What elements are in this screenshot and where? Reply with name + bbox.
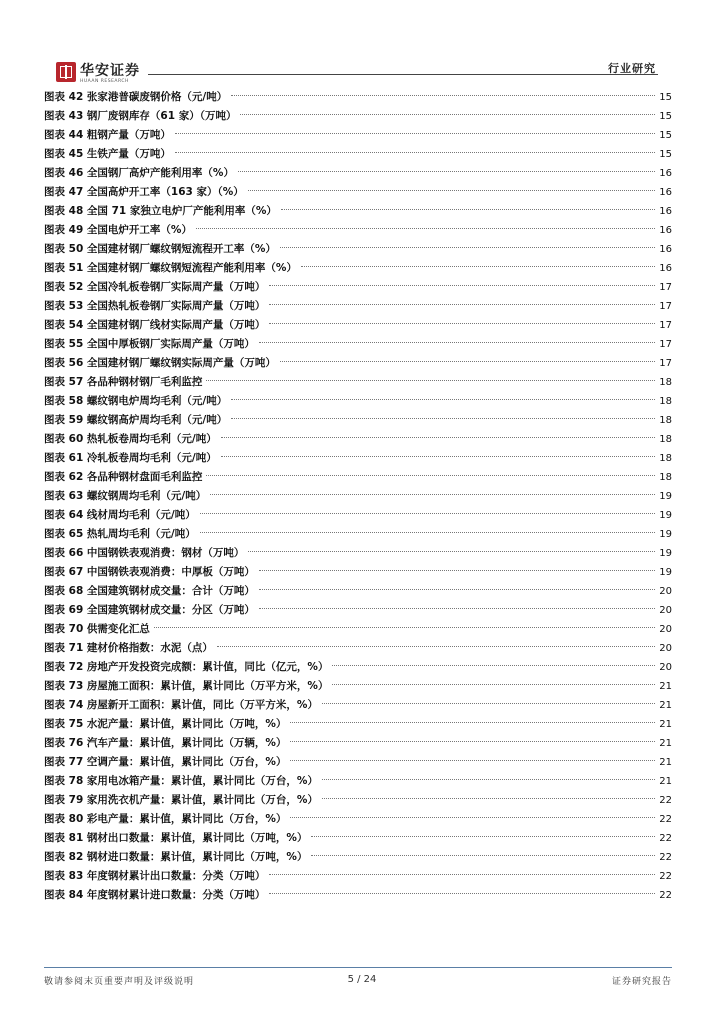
- toc-entry-page: 17: [659, 320, 672, 331]
- toc-entry-page: 16: [659, 225, 672, 236]
- toc-entry-title: 图表 42 张家港普碳废钢价格（元/吨）: [44, 91, 228, 103]
- toc-dot-leader: [332, 665, 655, 666]
- toc-entry[interactable]: [44, 544, 672, 563]
- toc-entry-page: 15: [659, 111, 672, 122]
- toc-entry-title: 图表 59 螺纹钢高炉周均毛利（元/吨）: [44, 414, 228, 426]
- toc-entry-page: 16: [659, 206, 672, 217]
- toc-entry-title: 图表 75 水泥产量：累计值，累计同比（万吨，%）: [44, 718, 287, 730]
- toc-entry-page: 21: [659, 738, 672, 749]
- toc-entry-title: 图表 47 全国高炉开工率（163 家）（%）: [44, 186, 244, 198]
- toc-entry[interactable]: [44, 810, 672, 829]
- toc-entry-title: 图表 84 年度钢材累计进口数量：分类（万吨）: [44, 889, 266, 901]
- toc-dot-leader: [259, 608, 655, 609]
- toc-entry-page: 21: [659, 719, 672, 730]
- toc-dot-leader: [290, 817, 655, 818]
- toc-entry-page: 18: [659, 377, 672, 388]
- toc-entry-title: 图表 50 全国建材钢厂螺纹钢短流程开工率（%）: [44, 243, 276, 255]
- toc-entry-page: 21: [659, 757, 672, 768]
- section-label: 行业研究: [608, 62, 656, 75]
- toc-dot-leader: [311, 855, 655, 856]
- toc-dot-leader: [231, 95, 655, 96]
- toc-entry-page: 18: [659, 434, 672, 445]
- toc-entry-title: 图表 58 螺纹钢电炉周均毛利（元/吨）: [44, 395, 228, 407]
- toc-entry-title: 图表 68 全国建筑钢材成交量：合计（万吨）: [44, 585, 255, 597]
- toc-entry-page: 15: [659, 130, 672, 141]
- toc-entry-page: 17: [659, 282, 672, 293]
- toc-entry[interactable]: [44, 696, 672, 715]
- toc-entry[interactable]: [44, 316, 672, 335]
- toc-dot-leader: [217, 646, 655, 647]
- toc-dot-leader: [175, 152, 655, 153]
- toc-entry[interactable]: [44, 240, 672, 259]
- toc-dot-leader: [238, 171, 655, 172]
- toc-dot-leader: [259, 570, 655, 571]
- toc-entry-page: 18: [659, 472, 672, 483]
- toc-entry-page: 16: [659, 244, 672, 255]
- toc-entry[interactable]: [44, 658, 672, 677]
- toc-entry-title: 图表 83 年度钢材累计出口数量：分类（万吨）: [44, 870, 266, 882]
- toc-entry-title: 图表 71 建材价格指数：水泥（点）: [44, 642, 213, 654]
- toc-entry-title: 图表 48 全国 71 家独立电炉厂产能利用率（%）: [44, 205, 277, 217]
- toc-entry[interactable]: [44, 259, 672, 278]
- toc-entry-title: 图表 70 供需变化汇总: [44, 623, 150, 635]
- footer-report-type: 证券研究报告: [611, 977, 672, 987]
- toc-entry-page: 20: [659, 624, 672, 635]
- toc-dot-leader: [290, 760, 655, 761]
- toc-dot-leader: [290, 722, 655, 723]
- toc-entry[interactable]: [44, 620, 672, 639]
- toc-entry-title: 图表 69 全国建筑钢材成交量：分区（万吨）: [44, 604, 255, 616]
- toc-entry[interactable]: [44, 715, 672, 734]
- toc-entry[interactable]: [44, 525, 672, 544]
- toc-entry-page: 16: [659, 187, 672, 198]
- toc-entry-page: 19: [659, 548, 672, 559]
- toc-entry-title: 图表 64 线材周均毛利（元/吨）: [44, 509, 196, 521]
- toc-entry-page: 18: [659, 396, 672, 407]
- toc-entry[interactable]: [44, 886, 672, 905]
- toc-entry[interactable]: [44, 430, 672, 449]
- toc-entry-title: 图表 62 各品种钢材盘面毛利监控: [44, 471, 203, 483]
- toc-dot-leader: [322, 779, 655, 780]
- toc-dot-leader: [290, 741, 655, 742]
- toc-entry-title: 图表 82 钢材进口数量：累计值，累计同比（万吨，%）: [44, 851, 308, 863]
- toc-entry-page: 17: [659, 358, 672, 369]
- toc-dot-leader: [240, 114, 655, 115]
- toc-entry-title: 图表 61 冷轧板卷周均毛利（元/吨）: [44, 452, 217, 464]
- toc-entry-page: 16: [659, 263, 672, 274]
- toc-entry-title: 图表 55 全国中厚板钢厂实际周产量（万吨）: [44, 338, 255, 350]
- page-header: [0, 0, 724, 90]
- toc-dot-leader: [269, 893, 655, 894]
- toc-dot-leader: [332, 684, 655, 685]
- toc-entry[interactable]: [44, 563, 672, 582]
- toc-dot-leader: [322, 703, 655, 704]
- toc-entry-title: 图表 79 家用洗衣机产量：累计值，累计同比（万台，%）: [44, 794, 318, 806]
- toc-entry[interactable]: [44, 278, 672, 297]
- toc-entry-page: 18: [659, 453, 672, 464]
- toc-entry[interactable]: [44, 392, 672, 411]
- toc-entry[interactable]: [44, 791, 672, 810]
- toc-entry-page: 17: [659, 339, 672, 350]
- toc-dot-leader: [231, 418, 655, 419]
- toc-entry-title: 图表 56 全国建材钢厂螺纹钢实际周产量（万吨）: [44, 357, 276, 369]
- toc-dot-leader: [269, 323, 655, 324]
- footer-disclaimer: 敬请参阅末页重要声明及评级说明: [44, 977, 195, 987]
- toc-entry-title: 图表 49 全国电炉开工率（%）: [44, 224, 192, 236]
- toc-dot-leader: [196, 228, 655, 229]
- toc-dot-leader: [280, 247, 655, 248]
- toc-entry-title: 图表 81 钢材出口数量：累计值，累计同比（万吨，%）: [44, 832, 308, 844]
- toc-dot-leader: [175, 133, 655, 134]
- toc-entry-page: 19: [659, 510, 672, 521]
- toc-entry-title: 图表 54 全国建材钢厂线材实际周产量（万吨）: [44, 319, 266, 331]
- toc-entry[interactable]: [44, 639, 672, 658]
- toc-entry[interactable]: [44, 772, 672, 791]
- page-number: 5 / 24: [347, 974, 377, 985]
- toc-entry[interactable]: [44, 677, 672, 696]
- toc-entry[interactable]: [44, 582, 672, 601]
- toc-entry-page: 22: [659, 852, 672, 863]
- toc-entry-title: 图表 53 全国热轧板卷钢厂实际周产量（万吨）: [44, 300, 266, 312]
- toc-entry-title: 图表 46 全国钢厂高炉产能利用率（%）: [44, 167, 234, 179]
- toc-dot-leader: [311, 836, 655, 837]
- huaan-logo-icon: [56, 62, 76, 82]
- toc-entry[interactable]: [44, 848, 672, 867]
- toc-entry-title: 图表 43 钢厂废钢库存（61 家）（万吨）: [44, 110, 237, 122]
- toc-entry-title: 图表 51 全国建材钢厂螺纹钢短流程产能利用率（%）: [44, 262, 297, 274]
- toc-entry-title: 图表 76 汽车产量：累计值，累计同比（万辆，%）: [44, 737, 287, 749]
- brand-name: 华安证券: [80, 63, 140, 79]
- toc-entry[interactable]: [44, 506, 672, 525]
- toc-dot-leader: [221, 437, 656, 438]
- toc-entry-page: 22: [659, 890, 672, 901]
- toc-entry[interactable]: [44, 126, 672, 145]
- toc-entry-title: 图表 65 热轧周均毛利（元/吨）: [44, 528, 196, 540]
- toc-entry[interactable]: [44, 183, 672, 202]
- brand-subtitle: HUAAN RESEARCH: [80, 79, 129, 84]
- toc-entry-page: 19: [659, 529, 672, 540]
- toc-entry[interactable]: [44, 164, 672, 183]
- toc-entry-title: 图表 74 房屋新开工面积：累计值，同比（万平方米，%）: [44, 699, 318, 711]
- toc-entry-title: 图表 78 家用电冰箱产量：累计值，累计同比（万台，%）: [44, 775, 318, 787]
- toc-entry-page: 20: [659, 586, 672, 597]
- toc-entry-title: 图表 73 房屋施工面积：累计值，累计同比（万平方米，%）: [44, 680, 329, 692]
- toc-dot-leader: [280, 361, 655, 362]
- toc-dot-leader: [210, 494, 655, 495]
- toc-entry-page: 15: [659, 149, 672, 160]
- toc-entry-page: 20: [659, 643, 672, 654]
- toc-dot-leader: [269, 874, 655, 875]
- toc-entry[interactable]: [44, 411, 672, 430]
- toc-dot-leader: [248, 551, 655, 552]
- toc-dot-leader: [259, 342, 655, 343]
- toc-entry-title: 图表 67 中国钢铁表观消费：中厚板（万吨）: [44, 566, 255, 578]
- toc-entry-page: 17: [659, 301, 672, 312]
- toc-entry-title: 图表 44 粗钢产量（万吨）: [44, 129, 171, 141]
- toc-entry-title: 图表 45 生铁产量（万吨）: [44, 148, 171, 160]
- toc-entry[interactable]: [44, 867, 672, 886]
- toc-dot-leader: [221, 456, 656, 457]
- toc-entry[interactable]: [44, 601, 672, 620]
- toc-dot-leader: [269, 285, 655, 286]
- toc-dot-leader: [322, 798, 655, 799]
- toc-entry-page: 15: [659, 92, 672, 103]
- toc-entry[interactable]: [44, 468, 672, 487]
- toc-entry[interactable]: [44, 753, 672, 772]
- toc-dot-leader: [206, 380, 655, 381]
- toc-entry-title: 图表 57 各品种钢材钢厂毛利监控: [44, 376, 203, 388]
- toc-entry-page: 20: [659, 605, 672, 616]
- toc-entry[interactable]: [44, 221, 672, 240]
- toc-entry-page: 20: [659, 662, 672, 673]
- toc-entry-page: 21: [659, 700, 672, 711]
- toc-entry-page: 18: [659, 415, 672, 426]
- toc-entry-title: 图表 60 热轧板卷周均毛利（元/吨）: [44, 433, 217, 445]
- footer-divider: [44, 967, 672, 968]
- toc-entry[interactable]: [44, 297, 672, 316]
- toc-entry[interactable]: [44, 829, 672, 848]
- toc-entry-page: 16: [659, 168, 672, 179]
- toc-entry[interactable]: [44, 202, 672, 221]
- toc-entry-page: 19: [659, 491, 672, 502]
- toc-entry[interactable]: [44, 107, 672, 126]
- toc-dot-leader: [259, 589, 655, 590]
- toc-entry-page: 22: [659, 871, 672, 882]
- toc-entry[interactable]: [44, 734, 672, 753]
- toc-entry[interactable]: [44, 354, 672, 373]
- toc-dot-leader: [206, 475, 655, 476]
- toc-entry[interactable]: [44, 373, 672, 392]
- toc-entry-page: 22: [659, 795, 672, 806]
- toc-dot-leader: [269, 304, 655, 305]
- toc-entry[interactable]: [44, 449, 672, 468]
- toc-entry-title: 图表 66 中国钢铁表观消费：钢材（万吨）: [44, 547, 245, 559]
- toc-entry-title: 图表 63 螺纹钢周均毛利（元/吨）: [44, 490, 207, 502]
- table-of-figures: [44, 88, 672, 905]
- toc-dot-leader: [248, 190, 655, 191]
- toc-entry[interactable]: [44, 335, 672, 354]
- toc-entry-page: 21: [659, 776, 672, 787]
- toc-entry-title: 图表 77 空调产量：累计值，累计同比（万台，%）: [44, 756, 287, 768]
- toc-entry-page: 22: [659, 814, 672, 825]
- toc-dot-leader: [200, 513, 656, 514]
- toc-entry-title: 图表 72 房地产开发投资完成额：累计值，同比（亿元，%）: [44, 661, 329, 673]
- toc-entry[interactable]: [44, 88, 672, 107]
- toc-entry-page: 22: [659, 833, 672, 844]
- toc-dot-leader: [301, 266, 655, 267]
- toc-dot-leader: [231, 399, 655, 400]
- toc-entry-page: 19: [659, 567, 672, 578]
- toc-dot-leader: [154, 627, 655, 628]
- toc-entry[interactable]: [44, 487, 672, 506]
- toc-dot-leader: [200, 532, 656, 533]
- toc-entry-title: 图表 52 全国冷轧板卷钢厂实际周产量（万吨）: [44, 281, 266, 293]
- toc-entry[interactable]: [44, 145, 672, 164]
- toc-entry-page: 21: [659, 681, 672, 692]
- header-divider: [148, 74, 658, 75]
- toc-dot-leader: [281, 209, 655, 210]
- toc-entry-title: 图表 80 彩电产量：累计值，累计同比（万台，%）: [44, 813, 287, 825]
